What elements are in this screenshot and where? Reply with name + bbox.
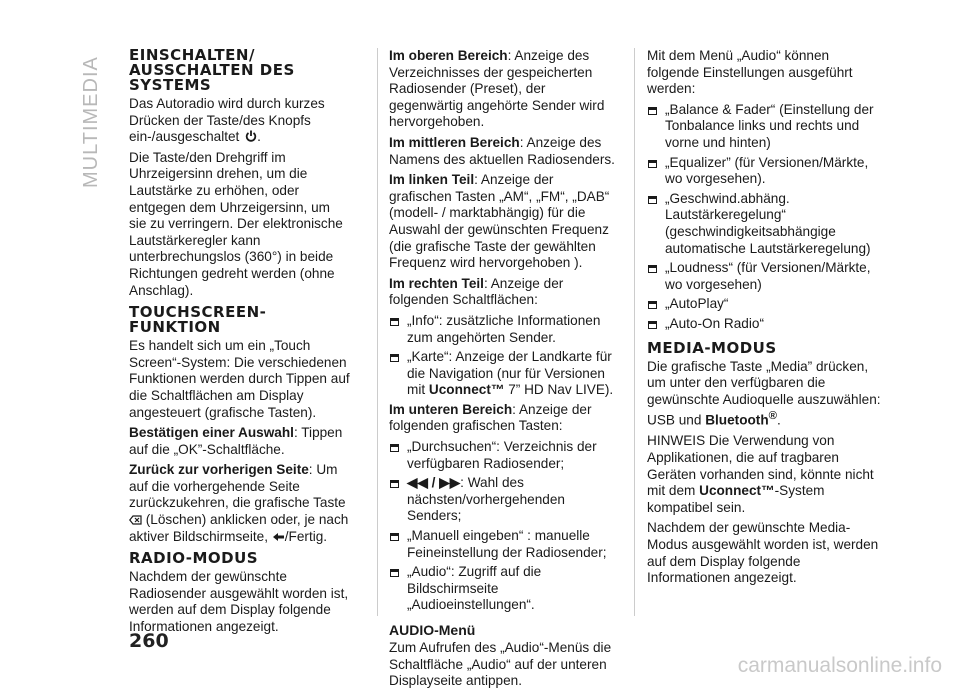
heading-touchscreen: TOUCHSCREEN-FUNKTION xyxy=(129,303,267,337)
column-1 xyxy=(129,48,351,640)
list-item: „Karte“: Anzeige der Landkarte für die Navigation (nur für Versionen mit Uconnect™ 7” HD Nav LIVE). xyxy=(389,349,619,399)
list-item: „Durchsuchen“: Verzeichnis der verfügbaren Radiosender; xyxy=(389,439,619,472)
section-label: MULTIMEDIA xyxy=(80,56,102,188)
delete-icon xyxy=(129,515,142,525)
return-arrow-icon xyxy=(272,532,285,542)
paragraph-right: Im rechten Teil: Anzeige der folgenden Schaltflächen: xyxy=(389,275,564,308)
paragraph-left: Im linken Teil: Anzeige der grafischen Tasten „AM“, „FM“, „DAB“ (modell- / marktabhängig) für die Auswahl der gewünschten Frequenz (die grafische Taste der gewählten Frequenz wird hervorgehoben ). xyxy=(389,172,610,271)
paragraph-media: Die grafische Taste „Media” drücken, um unter den verfügbaren die gewünschte Audioquelle auszuwählen: USB und Bluetooth®. xyxy=(647,358,881,428)
heading-radio: RADIO-MODUS xyxy=(129,549,259,568)
list-item: ◀◀ / ▶▶: Wahl des nächsten/vorhergehenden Senders; xyxy=(389,475,619,525)
list-item: „Balance & Fader“ (Einstellung der Tonbalance links und rechts und vorne und hinten) xyxy=(647,102,881,152)
paragraph-audio-intro: Mit dem Menü „Audio“ können folgende Einstellungen ausgeführt werden: xyxy=(647,48,853,97)
paragraph-volume: Die Taste/den Drehgriff im Uhrzeigersinn drehen, um die Lautstärke zu erhöhen, oder entgegen dem Uhrzeigersinn, um sie zu verringern. Der elektronische Lautstärkeregler kann unterbrechungslos (360°) in beide Richtungen gedreht werden (ohne Anschlag). xyxy=(129,149,343,298)
paragraph-back: Zurück zur vorherigen Seite: Um auf die vorhergehende Seite zurückzukehren, die grafische Taste (Löschen) anklicken oder, je nach aktiver Bildschirmseite, /Fertig. xyxy=(129,462,349,544)
heading-audio-menu: AUDIO-Menü xyxy=(389,622,476,638)
paragraph-middle: Im mittleren Bereich: Anzeige des Namens des aktuellen Radiosenders. xyxy=(389,134,615,167)
paragraph-power: Das Autoradio wird durch kurzes Drücken der Taste/des Knopfs ein-/ausgeschaltet . xyxy=(129,96,325,145)
paragraph-audio: Zum Aufrufen des „Audio“-Menüs die Schaltfläche „Audio“ auf der unteren Displayseite antippen. xyxy=(389,640,612,689)
heading-power: EINSCHALTEN/ AUSSCHALTEN DES SYSTEMS xyxy=(129,46,295,94)
paragraph-confirm: Bestätigen einer Auswahl: Tippen auf die „OK”-Schaltfläche. xyxy=(129,425,343,457)
list-item: „Equalizer” (für Versionen/Märkte, wo vorgesehen). xyxy=(647,155,881,188)
paragraph-touch: Es handelt sich um ein „Touch Screen“-System: Die verschiedenen Funktionen werden durch Tippen auf die Schaltflächen am Display angesteuert (grafische Tasten). xyxy=(129,338,350,420)
list-item: „Geschwind.abhäng. Lautstärkeregelung“ (geschwindigkeitsabhängige automatische Lautstärkeregelung) xyxy=(647,191,881,257)
paragraph-hinweis: HINWEIS Die Verwendung von Applikationen, die auf tragbaren Geräten vorhanden sind, könnte nicht mit dem Uconnect™-System kompatibel sein. xyxy=(647,433,874,515)
skip-icons: ◀◀ / ▶▶ xyxy=(407,475,461,491)
page-number: 260 xyxy=(129,630,169,652)
list-item: „Loudness“ (für Versionen/Märkte, wo vorgesehen) xyxy=(647,260,881,293)
paragraph-radio: Nachdem der gewünschte Radiosender ausgewählt worden ist, werden auf dem Display folgende Informationen angezeigt. xyxy=(129,569,349,635)
list-item: „Info“: zusätzliche Informationen zum angehörten Sender. xyxy=(389,313,619,346)
list-item: „Audio“: Zugriff auf die Bildschirmseite „Audioeinstellungen“. xyxy=(389,564,619,614)
column-divider-2 xyxy=(634,48,635,616)
column-2 xyxy=(389,48,619,694)
list-item: „Manuell eingeben“ : manuelle Feineinstellung der Radiosender; xyxy=(389,528,619,561)
power-icon xyxy=(245,130,257,142)
paragraph-media-info: Nachdem der gewünschte Media-Modus ausgewählt worden ist, werden auf dem Display folgende Informationen angezeigt. xyxy=(647,520,879,586)
column-divider-1 xyxy=(377,48,378,616)
paragraph-lower: Im unteren Bereich: Anzeige der folgenden grafischen Tasten: xyxy=(389,401,592,434)
column-3 xyxy=(647,48,881,591)
list-item: „Auto-On Radio“ xyxy=(647,316,881,333)
watermark: carmanualsonline.info xyxy=(737,654,942,677)
paragraph-upper: Im oberen Bereich: Anzeige des Verzeichnisses der gespeicherten Radiosender (Preset), der gegenwärtig angehörte Sender wird hervorgehoben. xyxy=(389,48,605,130)
heading-media: MEDIA-MODUS xyxy=(647,338,777,357)
list-item: „AutoPlay“ xyxy=(647,296,881,313)
